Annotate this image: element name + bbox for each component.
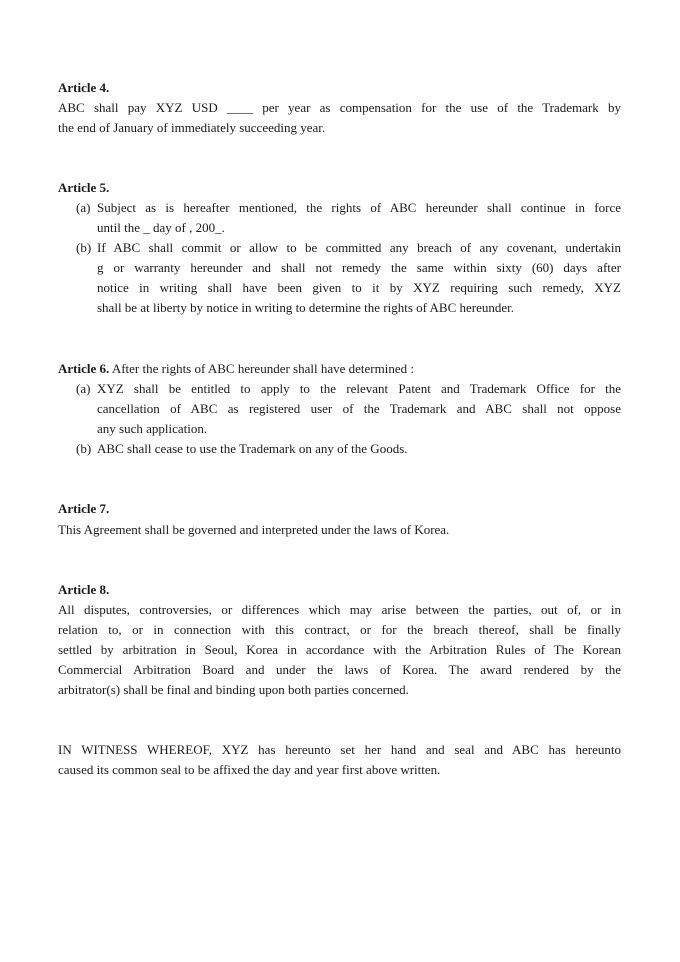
paragraph-line: All disputes, controversies, or differences which may arise between the parties, out of, or in xyxy=(58,602,621,617)
item-label: (a) xyxy=(76,200,91,215)
paragraph-line: ABC shall pay XYZ USD ____ per year as compensation for the use of the Trademark by xyxy=(58,100,621,115)
article-heading: Article 5. xyxy=(58,180,110,195)
item-line: any such application. xyxy=(97,421,208,436)
paragraph-line: settled by arbitration in Seoul, Korea in accordance with the Arbitration Rules of The Korean xyxy=(58,642,621,657)
paragraph-line: arbitrator(s) shall be final and binding upon both parties concerned. xyxy=(58,682,409,697)
article-intro: After the rights of ABC hereunder shall have determined : xyxy=(111,361,414,376)
paragraph-line: relation to, or in connection with this contract, or for the breach thereof, shall be finally xyxy=(58,622,621,637)
item-line: shall be at liberty by notice in writing to determine the rights of ABC hereunder. xyxy=(97,300,514,315)
item-line: cancellation of ABC as registered user of the Trademark and ABC shall not oppose xyxy=(97,401,621,416)
item-line: Subject as is hereafter mentioned, the rights of ABC hereunder shall continue in force xyxy=(97,200,621,215)
item-line: If ABC shall commit or allow to be committed any breach of any covenant, undertakin xyxy=(97,240,621,255)
article-heading: Article 7. xyxy=(58,501,110,516)
item-line: g or warranty hereunder and shall not remedy the same within sixty (60) days after xyxy=(97,260,621,275)
paragraph-line: the end of January of immediately succeeding year. xyxy=(58,120,326,135)
article-heading: Article 4. xyxy=(58,80,110,95)
article-heading: Article 6. xyxy=(58,361,110,376)
item-line: XYZ shall be entitled to apply to the relevant Patent and Trademark Office for the xyxy=(97,381,621,396)
item-line: until the _ day of , 200_. xyxy=(97,220,225,235)
paragraph-line: Commercial Arbitration Board and under the laws of Korea. The award rendered by the xyxy=(58,662,621,677)
item-label: (a) xyxy=(76,381,91,396)
paragraph-line: This Agreement shall be governed and interpreted under the laws of Korea. xyxy=(58,522,450,537)
paragraph-line: caused its common seal to be affixed the day and year first above written. xyxy=(58,762,441,777)
article-6-header xyxy=(58,360,621,378)
article-heading: Article 8. xyxy=(58,582,110,597)
paragraph-line: IN WITNESS WHEREOF, XYZ has hereunto set her hand and seal and ABC has hereunto xyxy=(58,742,621,757)
item-label: (b) xyxy=(76,441,92,456)
item-label: (b) xyxy=(76,240,92,255)
item-line: ABC shall cease to use the Trademark on any of the Goods. xyxy=(97,441,408,456)
item-line: notice in writing shall have been given to it by XYZ requiring such remedy, XYZ xyxy=(97,280,621,295)
